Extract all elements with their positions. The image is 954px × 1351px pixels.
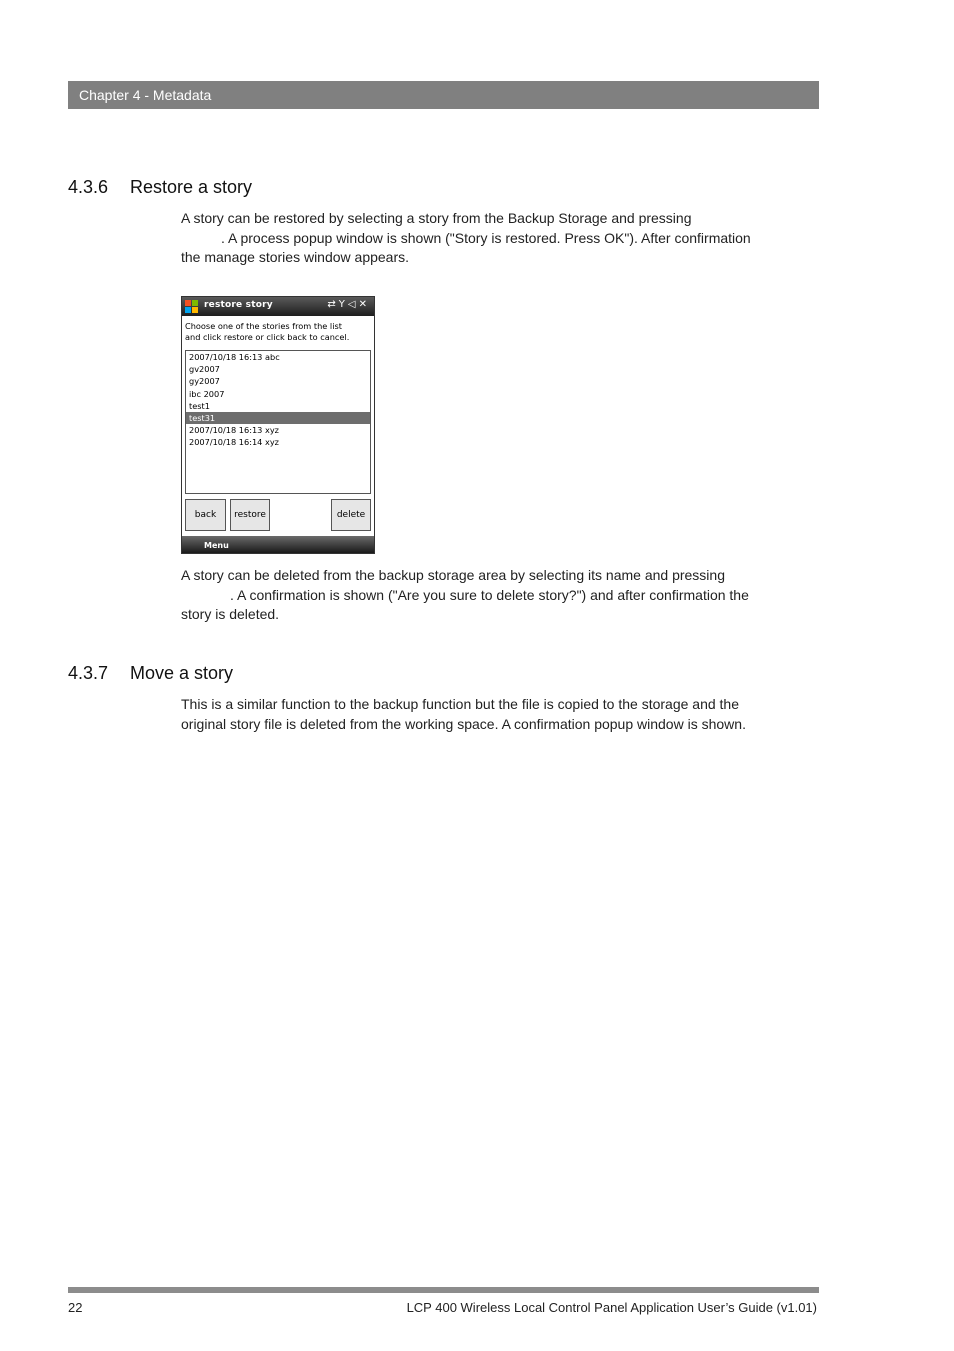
list-item[interactable]: 2007/10/18 16:14 xyz — [189, 437, 279, 448]
section-number: 4.3.6 — [68, 177, 109, 197]
paragraph-line: story is deleted. — [181, 606, 280, 622]
section-number: 4.3.7 — [68, 663, 109, 683]
paragraph-line: This is a similar function to the backup function but the file is copied to the storage and the — [181, 696, 739, 712]
paragraph-line: . A confirmation is shown ("Are you sure to delete story?") and after confirmation the — [230, 586, 749, 603]
paragraph-line: A story can be restored by selecting a story from the Backup Storage and pressing — [181, 210, 692, 226]
paragraph-line: . A process popup window is shown ("Story is restored. Press OK"). After confirmation — [221, 229, 751, 246]
restore-button[interactable]: restore — [230, 499, 270, 531]
close-icon[interactable]: ✕ — [358, 299, 370, 310]
section-heading-move — [68, 663, 233, 684]
section-heading-restore — [68, 177, 252, 198]
chapter-header: Chapter 4 - Metadata — [68, 81, 819, 109]
windows-logo-icon — [185, 300, 198, 313]
device-title: restore story — [204, 300, 273, 310]
device-instruction: Choose one of the stories from the list and click restore or click back to cancel. — [185, 321, 350, 342]
section-title: Move a story — [130, 663, 234, 683]
menu-softkey[interactable]: Menu — [204, 541, 229, 550]
signal-icon: Y — [338, 299, 348, 310]
list-item[interactable]: 2007/10/18 16:13 xyz — [189, 425, 279, 436]
device-screenshot — [181, 296, 375, 554]
guide-title: LCP 400 Wireless Local Control Panel Application User’s Guide (v1.01) — [406, 1300, 817, 1315]
speaker-icon: ◁ — [347, 299, 359, 310]
paragraph-line: A story can be deleted from the backup storage area by selecting its name and pressing — [181, 567, 725, 583]
delete-paragraph — [181, 566, 817, 625]
device-title-bar — [182, 297, 374, 316]
list-item[interactable]: 2007/10/18 16:13 abc — [189, 352, 280, 362]
move-paragraph — [181, 695, 817, 734]
story-list[interactable] — [185, 350, 371, 494]
list-item[interactable]: ibc 2007 — [189, 388, 225, 399]
section-title: Restore a story — [130, 177, 253, 197]
paragraph-line: the manage stories window appears. — [181, 249, 410, 265]
list-item[interactable]: test1 — [189, 400, 210, 411]
delete-button[interactable]: delete — [331, 499, 371, 531]
page-number: 22 — [68, 1300, 83, 1315]
sync-icon: ⇄ — [327, 299, 339, 310]
list-item[interactable]: gy2007 — [189, 376, 220, 387]
restore-paragraph — [181, 209, 817, 268]
status-icons — [327, 299, 370, 310]
paragraph-line: original story file is deleted from the working space. A confirmation popup window is shown. — [181, 715, 746, 732]
list-item[interactable]: gv2007 — [189, 364, 220, 375]
list-item-selected[interactable]: test31 — [186, 412, 370, 424]
back-button[interactable]: back — [185, 499, 226, 531]
footer-rule — [68, 1287, 819, 1293]
softkey-bar — [182, 536, 374, 553]
